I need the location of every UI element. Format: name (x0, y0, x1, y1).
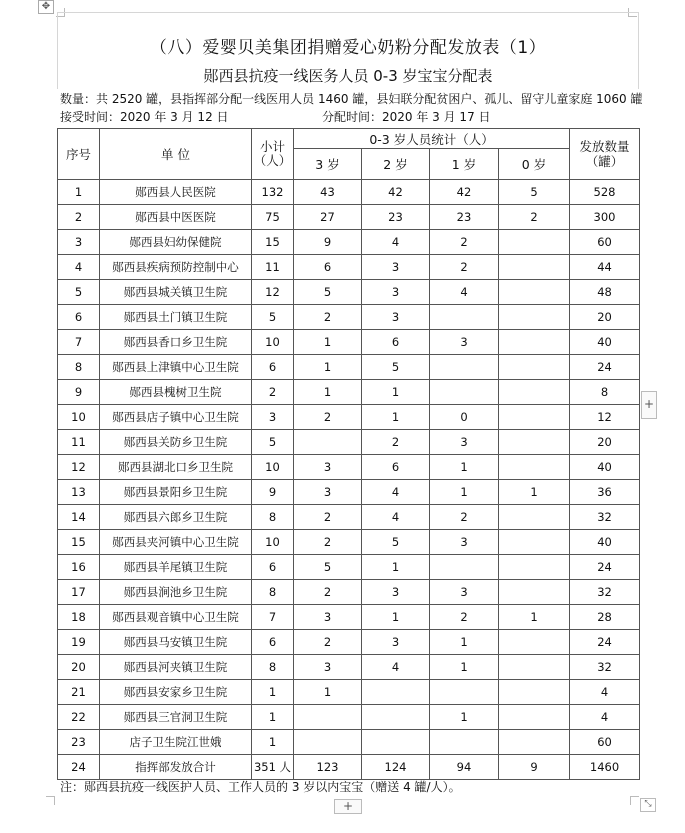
document-title: （八）爱婴贝美集团捐赠爱心奶粉分配发放表（1） (149, 38, 547, 58)
cell-no: 13 (58, 480, 100, 505)
cell-age1: 2 (430, 255, 499, 280)
cell-no: 1 (58, 180, 100, 205)
cell-age0 (499, 730, 570, 755)
cell-unit: 郧西县安家乡卫生院 (100, 680, 252, 705)
distribution-date: 分配时间：2020 年 3 月 17 日 (322, 110, 491, 124)
table-row (58, 230, 640, 255)
cell-subtotal: 9 (252, 480, 294, 505)
cell-age0 (499, 280, 570, 305)
cell-no: 16 (58, 555, 100, 580)
cell-no: 6 (58, 305, 100, 330)
cell-age0 (499, 655, 570, 680)
header-no: 序号 (58, 129, 100, 180)
cell-unit: 郧西县槐树卫生院 (100, 380, 252, 405)
cell-age3: 1 (294, 680, 362, 705)
cell-subtotal: 6 (252, 630, 294, 655)
cell-no: 23 (58, 730, 100, 755)
cell-issued: 60 (570, 730, 640, 755)
cell-issued: 20 (570, 305, 640, 330)
table-row (58, 380, 640, 405)
cell-issued: 40 (570, 530, 640, 555)
cell-age3: 3 (294, 655, 362, 680)
cell-no: 5 (58, 280, 100, 305)
cell-subtotal: 1 (252, 680, 294, 705)
cell-age2: 1 (362, 380, 430, 405)
cell-subtotal: 8 (252, 505, 294, 530)
cell-issued: 20 (570, 430, 640, 455)
cell-age3: 3 (294, 605, 362, 630)
cell-age2 (362, 680, 430, 705)
cell-age0 (499, 305, 570, 330)
cell-issued: 528 (570, 180, 640, 205)
add-column-plus-icon[interactable]: + (641, 391, 657, 419)
cell-age0 (499, 455, 570, 480)
table-row (58, 530, 640, 555)
cell-unit: 郧西县三官洞卫生院 (100, 705, 252, 730)
cell-age3: 6 (294, 255, 362, 280)
cell-age1: 1 (430, 705, 499, 730)
cell-unit: 郧西县夹河镇中心卫生院 (100, 530, 252, 555)
cell-subtotal: 8 (252, 655, 294, 680)
cell-age1: 3 (430, 330, 499, 355)
table-row (58, 680, 640, 705)
cell-unit: 郧西县湖北口乡卫生院 (100, 455, 252, 480)
cell-age2: 1 (362, 405, 430, 430)
cell-age1: 0 (430, 405, 499, 430)
cell-subtotal: 5 (252, 305, 294, 330)
cell-unit: 郧西县香口乡卫生院 (100, 330, 252, 355)
cell-no: 3 (58, 230, 100, 255)
cell-unit: 郧西县疾病预防控制中心 (100, 255, 252, 280)
cell-age0 (499, 255, 570, 280)
cell-age1 (430, 680, 499, 705)
cell-subtotal: 3 (252, 405, 294, 430)
cell-age1 (430, 555, 499, 580)
table-row (58, 330, 640, 355)
cell-age2: 6 (362, 455, 430, 480)
cell-age3 (294, 730, 362, 755)
cell-subtotal: 132 (252, 180, 294, 205)
cell-no: 9 (58, 380, 100, 405)
cell-subtotal: 1 (252, 705, 294, 730)
header-age-group: 0-3 岁人员统计（人） (294, 129, 570, 149)
cell-issued: 4 (570, 705, 640, 730)
cell-age0 (499, 230, 570, 255)
table-row (58, 480, 640, 505)
cell-age1: 2 (430, 605, 499, 630)
cell-subtotal: 1 (252, 730, 294, 755)
table-row (58, 455, 640, 480)
table-row (58, 280, 640, 305)
cell-issued: 32 (570, 655, 640, 680)
cell-subtotal: 12 (252, 280, 294, 305)
cell-age2: 6 (362, 330, 430, 355)
table-row (58, 205, 640, 230)
cell-age3: 2 (294, 405, 362, 430)
date-info (60, 108, 491, 125)
cell-unit: 郧西县马安镇卫生院 (100, 630, 252, 655)
cell-issued: 32 (570, 580, 640, 605)
cell-age3: 2 (294, 630, 362, 655)
cell-age3: 2 (294, 305, 362, 330)
cell-unit: 郧西县城关镇卫生院 (100, 280, 252, 305)
cell-issued: 28 (570, 605, 640, 630)
cell-age2: 3 (362, 255, 430, 280)
cell-age0: 5 (499, 180, 570, 205)
cell-age3: 1 (294, 330, 362, 355)
table-row (58, 730, 640, 755)
cell-unit: 郧西县河夹镇卫生院 (100, 655, 252, 680)
cell-age1: 2 (430, 505, 499, 530)
table-row (58, 555, 640, 580)
cell-age0 (499, 580, 570, 605)
header-issued-label: 发放数量（罐） (579, 139, 630, 169)
cell-subtotal: 6 (252, 555, 294, 580)
cell-no: 24 (58, 755, 100, 780)
cell-subtotal: 10 (252, 530, 294, 555)
cell-unit: 郧西县上津镇中心卫生院 (100, 355, 252, 380)
cell-age3: 1 (294, 355, 362, 380)
cell-age0 (499, 705, 570, 730)
cell-no: 2 (58, 205, 100, 230)
cell-age1: 3 (430, 430, 499, 455)
cell-age2: 42 (362, 180, 430, 205)
cell-age0 (499, 430, 570, 455)
cell-subtotal: 5 (252, 430, 294, 455)
cell-age1 (430, 355, 499, 380)
cell-age2: 1 (362, 605, 430, 630)
header-subtotal (252, 129, 294, 180)
table-row (58, 180, 640, 205)
table-row (58, 255, 640, 280)
corner-mark (630, 796, 639, 805)
cell-age3: 3 (294, 455, 362, 480)
table-row (58, 405, 640, 430)
table-row (58, 655, 640, 680)
cell-issued: 8 (570, 380, 640, 405)
table-row (58, 605, 640, 630)
footnote: 注：郧西县抗疫一线医护人员、工作人员的 3 岁以内宝宝（赠送 4 罐/人）。 (60, 780, 461, 794)
cell-age0: 9 (499, 755, 570, 780)
header-issued (570, 129, 640, 180)
cell-unit: 店子卫生院江世娥 (100, 730, 252, 755)
cell-age1: 1 (430, 455, 499, 480)
title-block (57, 12, 639, 89)
cell-issued: 24 (570, 630, 640, 655)
cell-unit: 郧西县店子镇中心卫生院 (100, 405, 252, 430)
cell-no: 11 (58, 430, 100, 455)
cell-subtotal: 75 (252, 205, 294, 230)
header-age-0: 0 岁 (499, 149, 570, 180)
cell-age3: 123 (294, 755, 362, 780)
cell-issued: 36 (570, 480, 640, 505)
cell-no: 20 (58, 655, 100, 680)
cell-age3: 2 (294, 530, 362, 555)
cell-age3 (294, 705, 362, 730)
document-subtitle: 郧西县抗疫一线医务人员 0-3 岁宝宝分配表 (203, 67, 493, 85)
table-row (58, 755, 640, 780)
cell-unit: 郧西县人民医院 (100, 180, 252, 205)
cell-age3: 2 (294, 505, 362, 530)
cell-issued: 24 (570, 555, 640, 580)
cell-age1 (430, 380, 499, 405)
cell-age3: 3 (294, 480, 362, 505)
cell-subtotal: 8 (252, 580, 294, 605)
cell-age0: 1 (499, 480, 570, 505)
cell-age1: 2 (430, 230, 499, 255)
cell-age0 (499, 530, 570, 555)
cell-unit: 郧西县土门镇卫生院 (100, 305, 252, 330)
cell-age2: 5 (362, 355, 430, 380)
cell-age2: 2 (362, 430, 430, 455)
cell-age2 (362, 705, 430, 730)
cell-age2: 4 (362, 655, 430, 680)
cell-age1: 1 (430, 655, 499, 680)
cell-age2: 4 (362, 230, 430, 255)
cell-subtotal: 351 人 (252, 755, 294, 780)
cell-unit: 郧西县涧池乡卫生院 (100, 580, 252, 605)
cell-unit: 郧西县中医医院 (100, 205, 252, 230)
received-date: 接受时间：2020 年 3 月 12 日 (60, 110, 229, 124)
cell-age2: 3 (362, 630, 430, 655)
cell-issued: 24 (570, 355, 640, 380)
cell-issued: 60 (570, 230, 640, 255)
header-unit: 单 位 (100, 129, 252, 180)
cell-subtotal: 7 (252, 605, 294, 630)
corner-mark (46, 796, 55, 805)
cell-no: 10 (58, 405, 100, 430)
cell-age0: 2 (499, 205, 570, 230)
cell-issued: 12 (570, 405, 640, 430)
cell-unit: 郧西县观音镇中心卫生院 (100, 605, 252, 630)
cell-age1: 23 (430, 205, 499, 230)
cell-subtotal: 11 (252, 255, 294, 280)
table-row (58, 505, 640, 530)
cell-subtotal: 2 (252, 380, 294, 405)
cell-age1: 1 (430, 480, 499, 505)
table-move-handle-icon[interactable]: ✥ (38, 0, 54, 14)
cell-age2: 4 (362, 505, 430, 530)
table-row (58, 580, 640, 605)
cell-subtotal: 15 (252, 230, 294, 255)
table-row (58, 355, 640, 380)
cell-no: 19 (58, 630, 100, 655)
table-resize-icon[interactable]: ⤡ (640, 798, 656, 812)
header-age-1: 1 岁 (430, 149, 499, 180)
cell-issued: 48 (570, 280, 640, 305)
cell-subtotal: 6 (252, 355, 294, 380)
header-age-3: 3 岁 (294, 149, 362, 180)
cell-issued: 32 (570, 505, 640, 530)
cell-age0 (499, 680, 570, 705)
cell-age3: 1 (294, 380, 362, 405)
cell-age3: 9 (294, 230, 362, 255)
cell-age2: 3 (362, 305, 430, 330)
cell-age1: 42 (430, 180, 499, 205)
cell-age3: 5 (294, 555, 362, 580)
cell-issued: 40 (570, 330, 640, 355)
cell-unit: 郧西县六郎乡卫生院 (100, 505, 252, 530)
cell-age3 (294, 430, 362, 455)
cell-issued: 1460 (570, 755, 640, 780)
cell-age1: 4 (430, 280, 499, 305)
cell-no: 4 (58, 255, 100, 280)
distribution-table (57, 128, 640, 780)
cell-age3: 5 (294, 280, 362, 305)
cell-no: 21 (58, 680, 100, 705)
table-row (58, 430, 640, 455)
cell-age2: 3 (362, 280, 430, 305)
cell-age2 (362, 730, 430, 755)
cell-age0: 1 (499, 605, 570, 630)
cell-unit: 指挥部发放合计 (100, 755, 252, 780)
cell-age3: 43 (294, 180, 362, 205)
cell-age0 (499, 330, 570, 355)
cell-age1: 3 (430, 530, 499, 555)
cell-age3: 2 (294, 580, 362, 605)
cell-no: 7 (58, 330, 100, 355)
cell-age2: 23 (362, 205, 430, 230)
cell-issued: 300 (570, 205, 640, 230)
cell-unit: 郧西县景阳乡卫生院 (100, 480, 252, 505)
cell-issued: 44 (570, 255, 640, 280)
cell-age1: 3 (430, 580, 499, 605)
cell-age2: 5 (362, 530, 430, 555)
cell-unit: 郧西县妇幼保健院 (100, 230, 252, 255)
cell-no: 15 (58, 530, 100, 555)
cell-age0 (499, 405, 570, 430)
cell-age2: 1 (362, 555, 430, 580)
cell-age1 (430, 305, 499, 330)
cell-subtotal: 10 (252, 455, 294, 480)
table-row (58, 705, 640, 730)
cell-age3: 27 (294, 205, 362, 230)
cell-age0 (499, 630, 570, 655)
header-subtotal-label: 小计（人） (253, 139, 292, 168)
cell-age0 (499, 555, 570, 580)
cell-no: 12 (58, 455, 100, 480)
cell-age2: 4 (362, 480, 430, 505)
table-body (58, 180, 640, 780)
cell-age1: 1 (430, 630, 499, 655)
table-row (58, 630, 640, 655)
cell-no: 22 (58, 705, 100, 730)
cell-issued: 40 (570, 455, 640, 480)
cell-age0 (499, 380, 570, 405)
cell-age0 (499, 505, 570, 530)
cell-no: 17 (58, 580, 100, 605)
cell-age1 (430, 730, 499, 755)
cell-age1: 94 (430, 755, 499, 780)
add-row-plus-icon[interactable]: + (334, 799, 362, 814)
cell-no: 14 (58, 505, 100, 530)
quantity-info: 数量：共 2520 罐，县指挥部分配一线医用人员 1460 罐，县妇联分配贫困户、孤儿、留守儿童家庭 1060 罐 (60, 92, 643, 106)
cell-issued: 4 (570, 680, 640, 705)
cell-no: 8 (58, 355, 100, 380)
table-row (58, 305, 640, 330)
cell-age2: 3 (362, 580, 430, 605)
cell-no: 18 (58, 605, 100, 630)
cell-unit: 郧西县关防乡卫生院 (100, 430, 252, 455)
cell-unit: 郧西县羊尾镇卫生院 (100, 555, 252, 580)
cell-age2: 124 (362, 755, 430, 780)
header-age-2: 2 岁 (362, 149, 430, 180)
cell-age0 (499, 355, 570, 380)
cell-subtotal: 10 (252, 330, 294, 355)
